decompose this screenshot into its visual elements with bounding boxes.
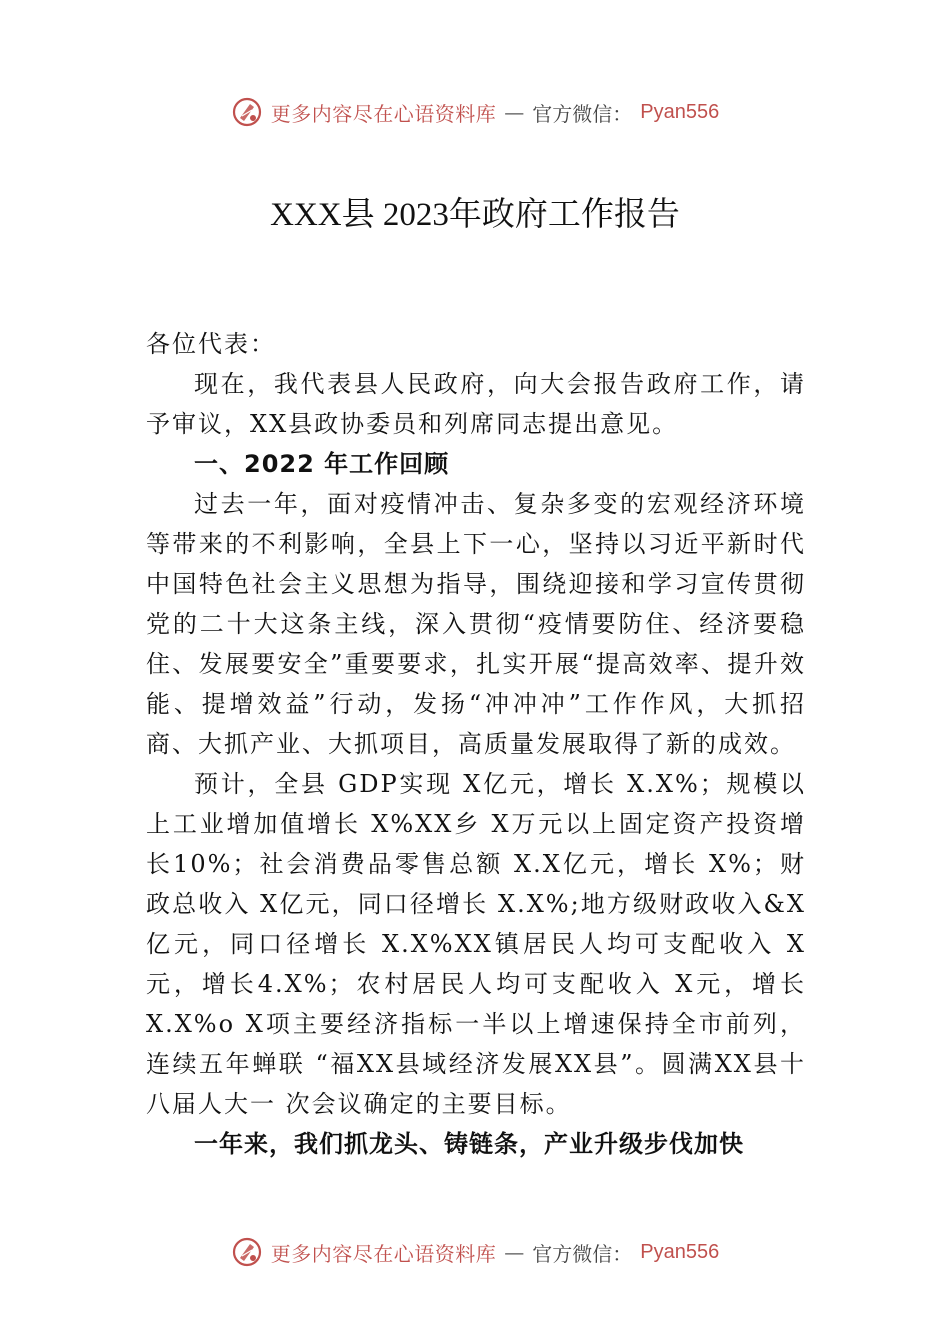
body-paragraph: 过去一年，面对疫情冲击、复杂多变的宏观经济环境等带来的不利影响，全县上下一心，坚持以习近平新时代中国特色社会主义思想为指导，围绕迎接和学习宣传贯彻党的二十大这条主线，深入贯彻“疫情要防住、经济要稳住、发展要安全”重要要求，扎实开展“提高效率、提升效能、提增效益”行动，发扬“冲冲冲”工作作风，大抓招商、大抓产业、大抓项目，高质量发展取得了新的成效。	[146, 490, 806, 758]
brand-logo-icon	[231, 96, 263, 128]
document-body	[146, 324, 806, 1164]
watermark-brand: 更多内容尽在心语资料库	[270, 101, 497, 126]
document-title: XXX县 2023年政府工作报告	[270, 197, 680, 233]
watermark-contact-label: 官方微信：	[532, 1241, 633, 1266]
body-paragraph: 预计，全县 GDP实现 X亿元，增长 X.X%；规模以上工业增加值增长 X%XX乡 X万元以上固定资产投资增长10%；社会消费品零售总额 X.X亿元，增长 X%；财政总收入 X亿元，同口径增长 X.X%;地方级财政收入&X亿元，同口径增长 X.X%XX镇居民人均可支配收入 X元，增长4.X%；农村居民人均可支配收入 X元，增长 X.X%o X项主要经济指标一半以上增速保持全市前列，连续五年蝉联 “福XX县域经济发展XX县”。圆满XX县十八届人大一 次会议确定的主要目标。	[146, 770, 806, 1118]
watermark-separator: —	[504, 100, 525, 124]
watermark-brand: 更多内容尽在心语资料库	[270, 1241, 497, 1266]
watermark-header	[0, 96, 950, 128]
watermark-contact-id: Pyan556	[640, 1240, 720, 1263]
subheading: 一年来，我们抓龙头、铸链条，产业升级步伐加快	[194, 1130, 744, 1158]
watermark-footer	[0, 1236, 950, 1268]
brand-logo-icon	[231, 1236, 263, 1268]
intro-paragraph: 现在，我代表县人民政府，向大会报告政府工作，请予审议，XX县政协委员和列席同志提出意见。	[146, 370, 806, 438]
watermark-contact-id: Pyan556	[640, 100, 720, 123]
section-heading: 一、2022 年工作回顾	[194, 450, 450, 478]
watermark-separator: —	[504, 1240, 525, 1264]
salutation: 各位代表：	[146, 330, 276, 358]
watermark-contact-label: 官方微信：	[532, 101, 633, 126]
